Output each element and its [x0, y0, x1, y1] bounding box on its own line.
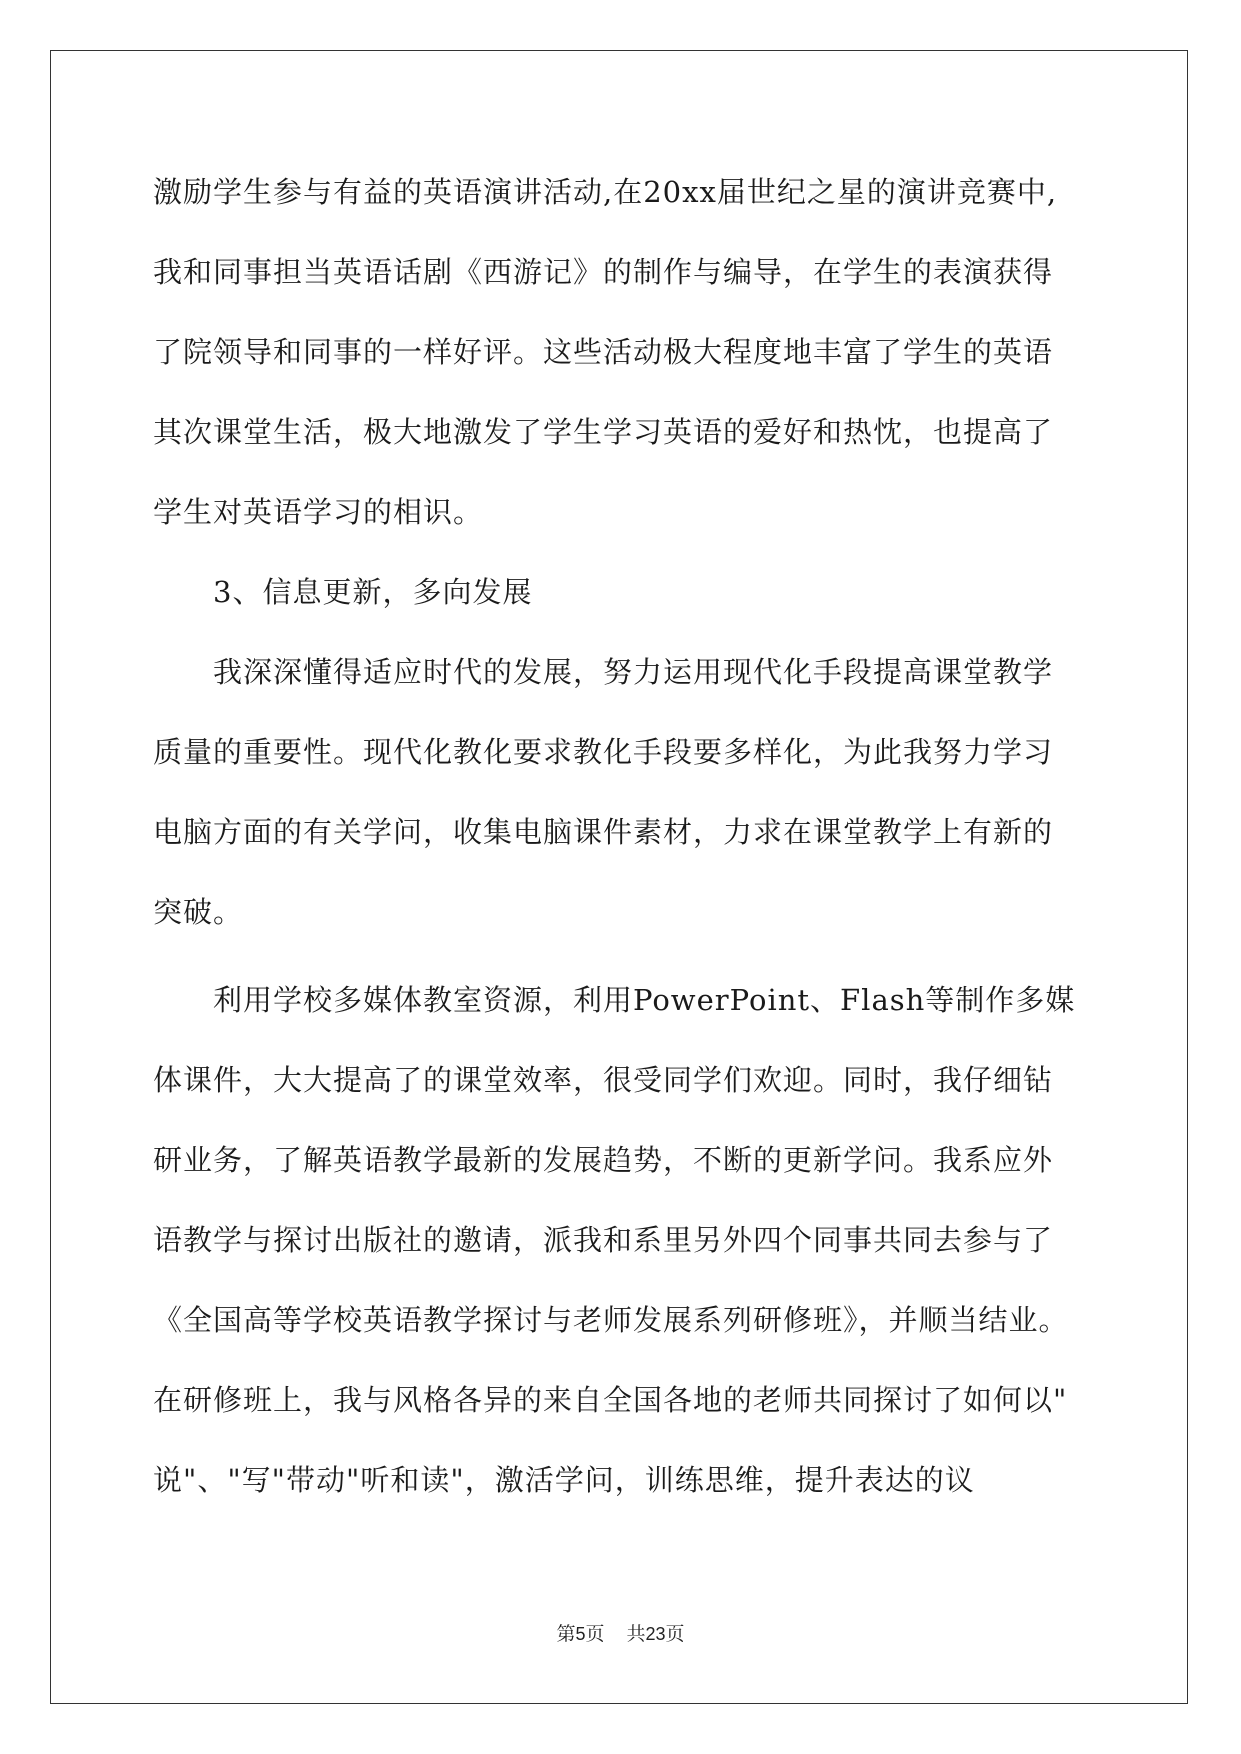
text-line: 质量的重要性。现代化教化要求教化手段要多样化，为此我努力学习 [153, 735, 1054, 769]
text-line: 利用学校多媒体教室资源，利用PowerPoint、Flash等制作多媒 [213, 983, 1076, 1017]
section-heading: 3、信息更新，多向发展 [213, 575, 533, 609]
page-current: 5 [575, 1624, 586, 1644]
text-line: 体课件，大大提高了的课堂效率，很受同学们欢迎。同时，我仔细钻 [153, 1063, 1054, 1097]
text-line: 在研修班上，我与风格各异的来自全国各地的老师共同探讨了如何以" [153, 1383, 1068, 1417]
text-line: 激励学生参与有益的英语演讲活动,在20xx届世纪之星的演讲竞赛中, [153, 175, 1058, 209]
text-line: 语教学与探讨出版社的邀请，派我和系里另外四个同事共同去参与了 [153, 1223, 1054, 1257]
text-line: 电脑方面的有关学问，收集电脑课件素材，力求在课堂教学上有新的 [153, 815, 1054, 849]
page-prefix: 第 [556, 1624, 576, 1645]
text-line: 了院领导和同事的一样好评。这些活动极大程度地丰富了学生的英语 [153, 335, 1054, 369]
text-line: 研业务，了解英语教学最新的发展趋势，不断的更新学问。我系应外 [153, 1143, 1054, 1177]
text-line: 说"、"写"带动"听和读"，激活学问，训练思维，提升表达的议 [153, 1463, 975, 1497]
text-line: 我和同事担当英语话剧《西游记》的制作与编导，在学生的表演获得 [153, 255, 1054, 289]
text-line: 学生对英语学习的相识。 [153, 495, 484, 529]
text-line: 我深深懂得适应时代的发展，努力运用现代化手段提高课堂教学 [213, 655, 1054, 689]
total-suffix: 页 [665, 1624, 685, 1645]
text-line: 突破。 [153, 895, 244, 929]
text-line: 《全国高等学校英语教学探讨与老师发展系列研修班》，并顺当结业。 [153, 1303, 1069, 1337]
page-suffix: 页 [585, 1624, 605, 1645]
total-prefix: 共 [626, 1624, 646, 1645]
page-total: 23 [645, 1624, 666, 1644]
page-footer [0, 1622, 1241, 1647]
page-border [50, 50, 1188, 1704]
text-line: 其次课堂生活，极大地激发了学生学习英语的爱好和热忱，也提高了 [153, 415, 1054, 449]
